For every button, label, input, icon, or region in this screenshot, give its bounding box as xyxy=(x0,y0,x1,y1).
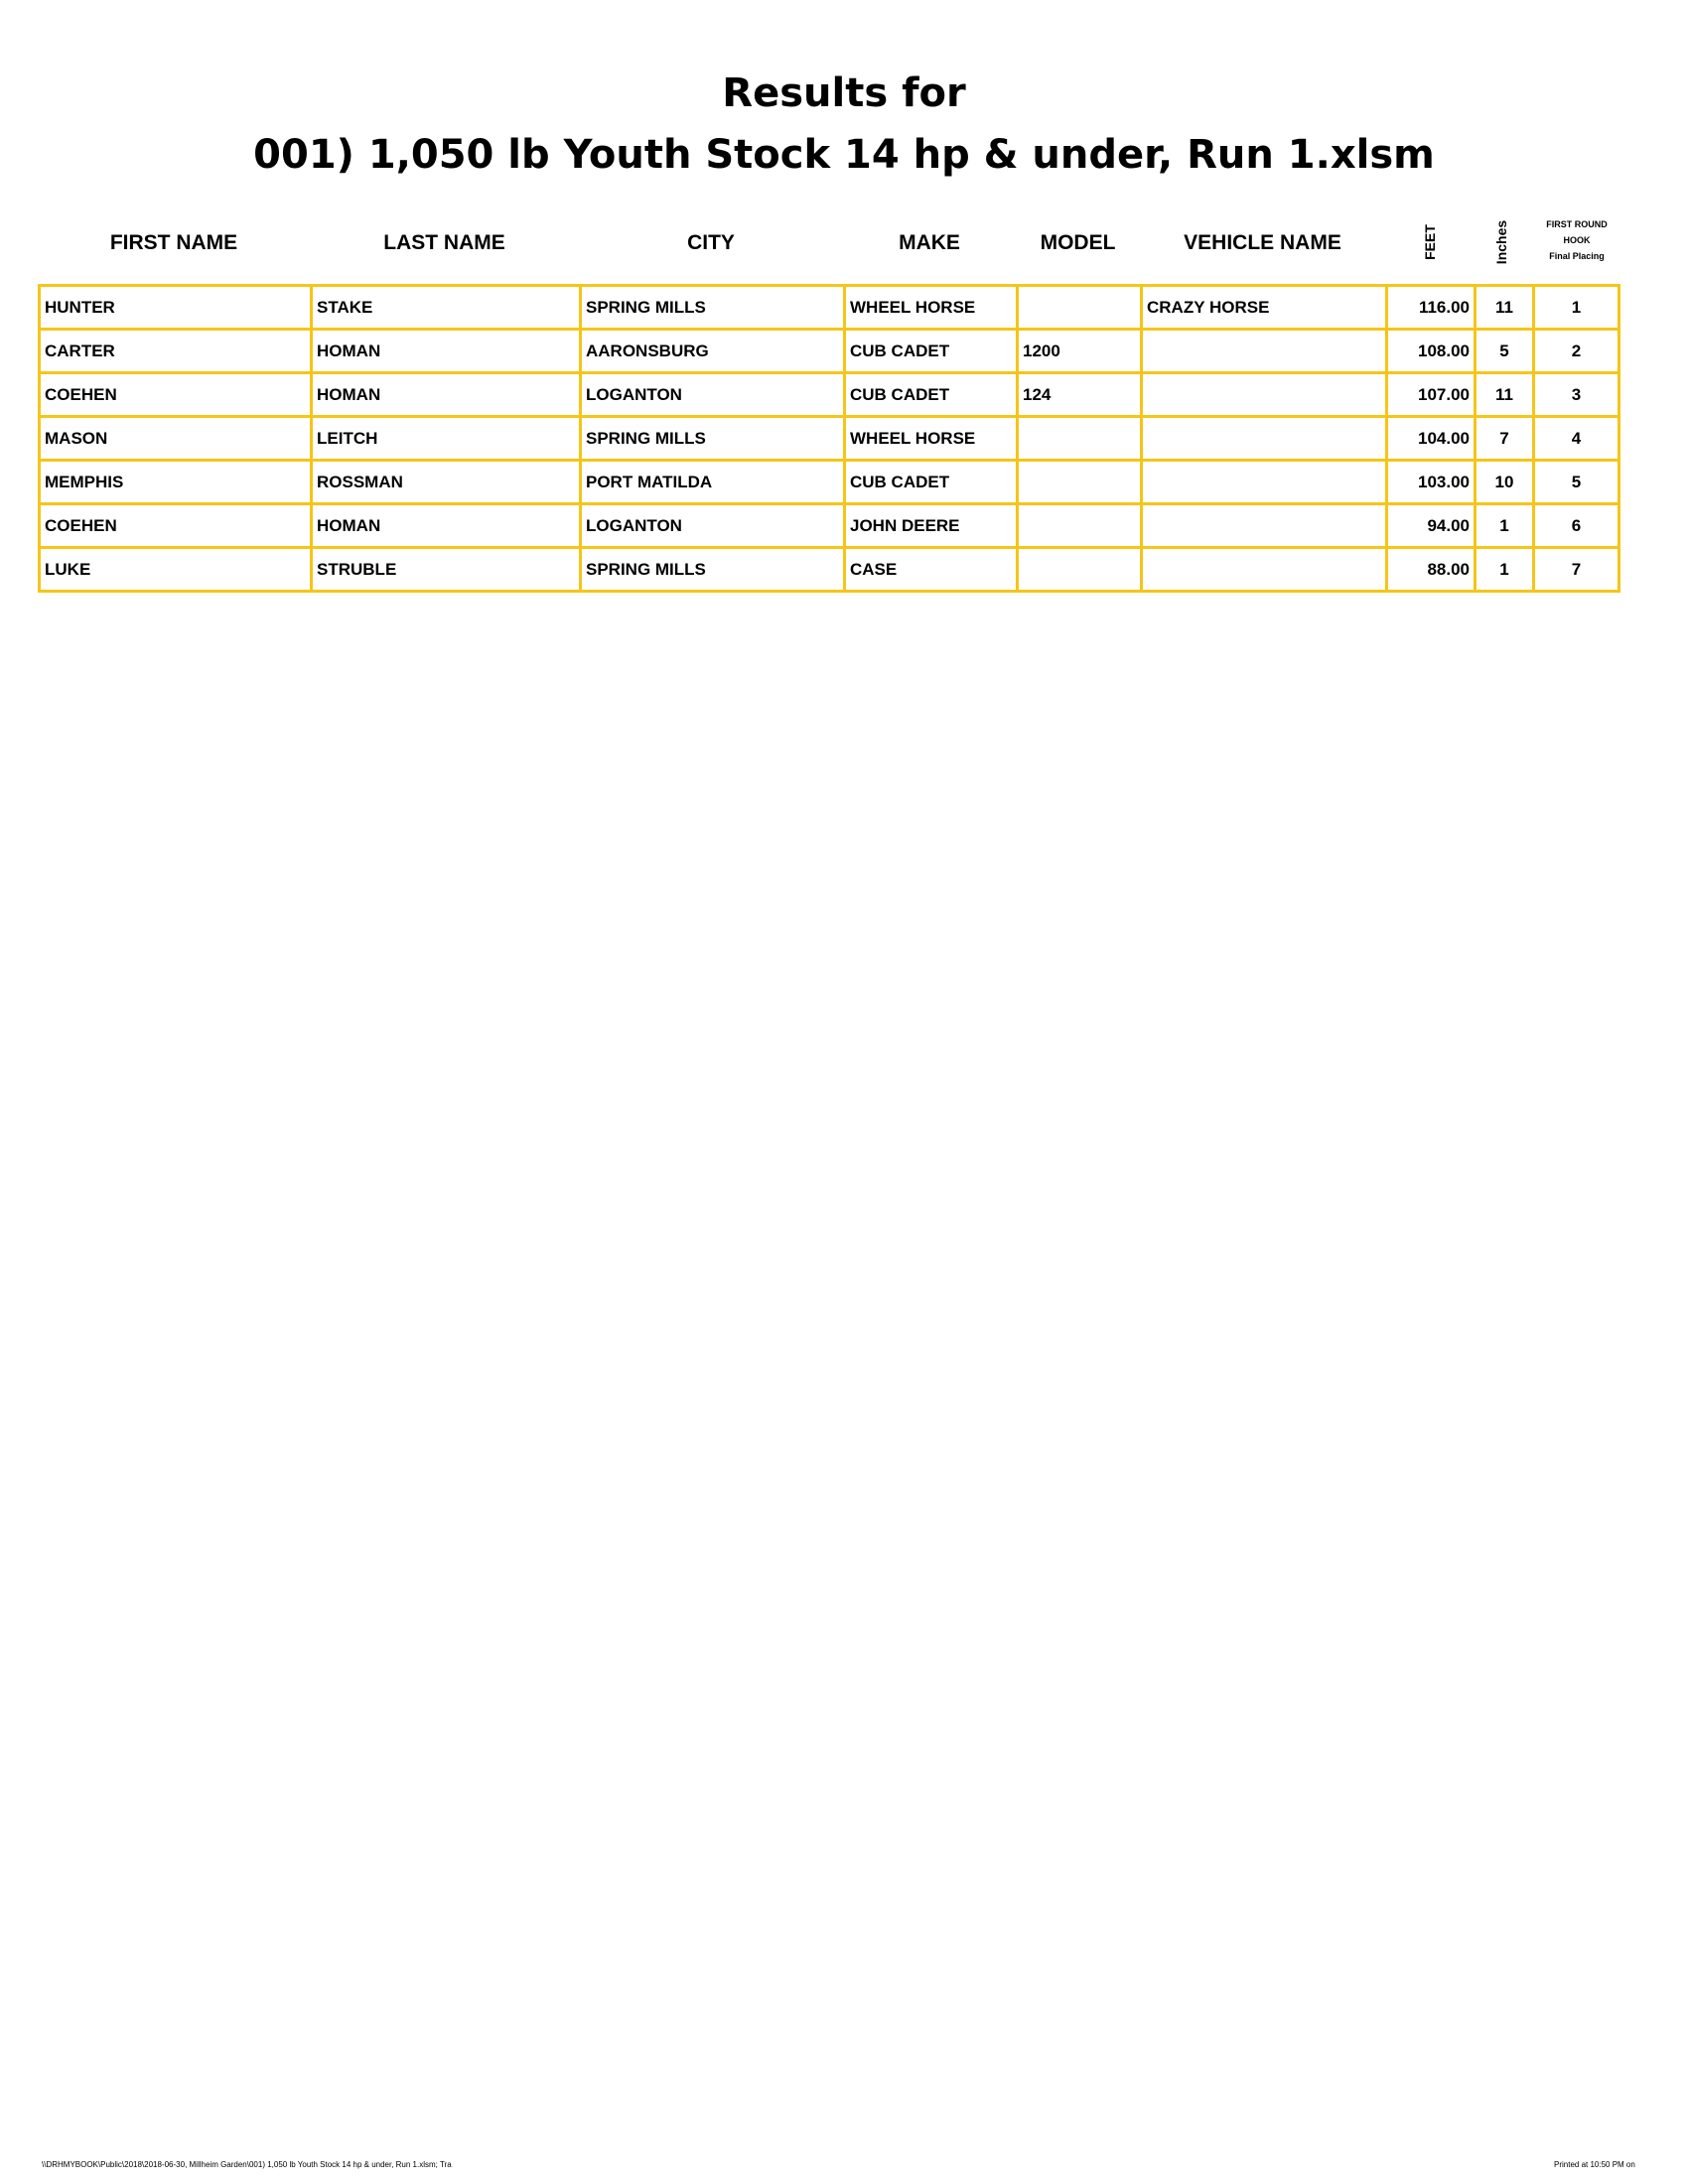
cell-placing: 3 xyxy=(1534,373,1619,417)
table-row xyxy=(40,330,1619,373)
header-placing-line2: HOOK xyxy=(1563,235,1591,245)
table-row xyxy=(40,461,1619,504)
cell-vehicle-name xyxy=(1142,373,1387,417)
cell-inches: 11 xyxy=(1476,286,1534,330)
table-row xyxy=(40,548,1619,592)
cell-inches: 10 xyxy=(1476,461,1534,504)
header-placing-line3: Final Placing xyxy=(1549,251,1605,261)
cell-city: SPRING MILLS xyxy=(581,417,845,461)
cell-inches: 1 xyxy=(1476,504,1534,548)
cell-feet: 88.00 xyxy=(1387,548,1476,592)
cell-last-name: HOMAN xyxy=(312,330,581,373)
cell-feet: 108.00 xyxy=(1387,330,1476,373)
cell-model xyxy=(1018,417,1142,461)
cell-vehicle-name xyxy=(1142,417,1387,461)
header-last-name: LAST NAME xyxy=(383,231,505,254)
cell-vehicle-name xyxy=(1142,461,1387,504)
cell-feet: 107.00 xyxy=(1387,373,1476,417)
cell-inches: 1 xyxy=(1476,548,1534,592)
header-first-name: FIRST NAME xyxy=(109,231,238,254)
cell-model xyxy=(1018,504,1142,548)
cell-make: JOHN DEERE xyxy=(845,504,1018,548)
cell-last-name: HOMAN xyxy=(312,504,581,548)
header-placing xyxy=(1534,216,1619,264)
cell-placing: 6 xyxy=(1534,504,1619,548)
cell-make: CUB CADET xyxy=(845,461,1018,504)
cell-placing: 5 xyxy=(1534,461,1619,504)
header-vehicle-name: VEHICLE NAME xyxy=(1184,231,1341,254)
cell-city: LOGANTON xyxy=(581,373,845,417)
cell-first-name: CARTER xyxy=(40,330,312,373)
cell-placing: 2 xyxy=(1534,330,1619,373)
cell-make: WHEEL HORSE xyxy=(845,417,1018,461)
cell-city: LOGANTON xyxy=(581,504,845,548)
cell-last-name: STAKE xyxy=(312,286,581,330)
header-feet: FEET xyxy=(1422,224,1438,260)
cell-feet: 94.00 xyxy=(1387,504,1476,548)
header-inches: Inches xyxy=(1493,219,1509,265)
cell-model xyxy=(1018,548,1142,592)
cell-feet: 104.00 xyxy=(1387,417,1476,461)
cell-vehicle-name xyxy=(1142,330,1387,373)
cell-city: AARONSBURG xyxy=(581,330,845,373)
cell-make: CUB CADET xyxy=(845,330,1018,373)
cell-vehicle-name: CRAZY HORSE xyxy=(1142,286,1387,330)
table-row xyxy=(40,504,1619,548)
cell-model: 1200 xyxy=(1018,330,1142,373)
cell-vehicle-name xyxy=(1142,504,1387,548)
cell-city: SPRING MILLS xyxy=(581,548,845,592)
page-subtitle: 001) 1,050 lb Youth Stock 14 hp & under, Run 1.xlsm xyxy=(253,132,1435,178)
cell-make: CASE xyxy=(845,548,1018,592)
results-table xyxy=(38,284,1620,593)
cell-vehicle-name xyxy=(1142,548,1387,592)
cell-city: PORT MATILDA xyxy=(581,461,845,504)
cell-make: CUB CADET xyxy=(845,373,1018,417)
cell-placing: 1 xyxy=(1534,286,1619,330)
cell-first-name: HUNTER xyxy=(40,286,312,330)
table-row xyxy=(40,417,1619,461)
cell-placing: 7 xyxy=(1534,548,1619,592)
header-city: CITY xyxy=(687,231,735,254)
cell-first-name: COEHEN xyxy=(40,504,312,548)
cell-first-name: MEMPHIS xyxy=(40,461,312,504)
table-row xyxy=(40,286,1619,330)
cell-first-name: MASON xyxy=(40,417,312,461)
cell-make: WHEEL HORSE xyxy=(845,286,1018,330)
cell-inches: 5 xyxy=(1476,330,1534,373)
cell-model xyxy=(1018,286,1142,330)
cell-first-name: COEHEN xyxy=(40,373,312,417)
cell-placing: 4 xyxy=(1534,417,1619,461)
cell-last-name: HOMAN xyxy=(312,373,581,417)
cell-model xyxy=(1018,461,1142,504)
cell-last-name: ROSSMAN xyxy=(312,461,581,504)
page-title: Results for xyxy=(722,70,966,116)
cell-first-name: LUKE xyxy=(40,548,312,592)
cell-city: SPRING MILLS xyxy=(581,286,845,330)
header-model: MODEL xyxy=(1040,231,1116,254)
table-row xyxy=(40,373,1619,417)
cell-feet: 116.00 xyxy=(1387,286,1476,330)
cell-last-name: STRUBLE xyxy=(312,548,581,592)
cell-feet: 103.00 xyxy=(1387,461,1476,504)
cell-model: 124 xyxy=(1018,373,1142,417)
cell-last-name: LEITCH xyxy=(312,417,581,461)
footer-file-path: \\DRHMYBOOK\Public\2018\2018-06-30, Millheim Garden\001) 1,050 lb Youth Stock 14 hp & under, Run 1.xlsm; Tra xyxy=(42,2160,452,2169)
cell-inches: 11 xyxy=(1476,373,1534,417)
header-placing-line1: FIRST ROUND xyxy=(1546,219,1608,229)
cell-inches: 7 xyxy=(1476,417,1534,461)
footer-printed-at: Printed at 10:50 PM on xyxy=(1554,2160,1635,2169)
header-make: MAKE xyxy=(899,231,960,254)
